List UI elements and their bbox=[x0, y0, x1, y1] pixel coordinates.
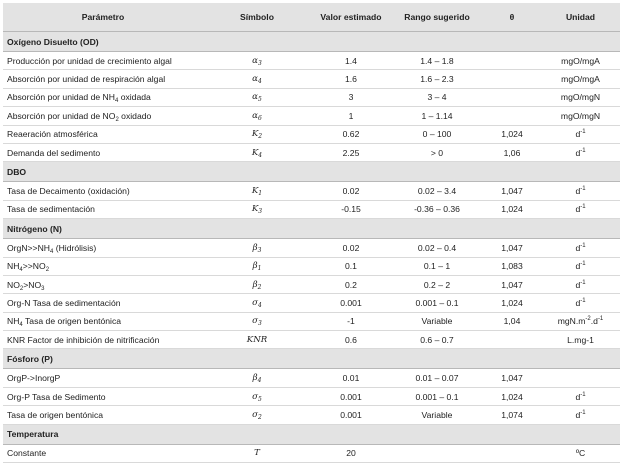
cell-simbolo bbox=[203, 294, 311, 312]
superscript: -1 bbox=[580, 261, 586, 268]
text-segment: OrgP->InorgP bbox=[7, 373, 61, 384]
text-segment: Absorción por unidad de NH bbox=[7, 92, 115, 103]
cell-simbolo bbox=[203, 200, 311, 218]
cell-unidad bbox=[541, 239, 620, 257]
subscript: 1 bbox=[258, 190, 263, 198]
subscript: 6 bbox=[257, 114, 262, 122]
cell-unidad bbox=[541, 182, 620, 200]
cell-rango: 0.001 – 0.1 bbox=[391, 294, 483, 312]
subscript: 2 bbox=[115, 116, 119, 123]
cell-valor: -1 bbox=[311, 312, 391, 330]
cell-parametro bbox=[3, 294, 203, 312]
cell-rango: -0.36 – 0.36 bbox=[391, 200, 483, 218]
table-row bbox=[3, 312, 620, 330]
cell-theta bbox=[483, 331, 541, 349]
text-segment: d bbox=[575, 147, 581, 158]
cell-unidad bbox=[541, 125, 620, 143]
cell-rango: 0.2 – 2 bbox=[391, 275, 483, 293]
cell-valor: 0.001 bbox=[311, 387, 391, 405]
text-segment: Absorción por unidad de respiración algal bbox=[7, 74, 166, 85]
superscript: -1 bbox=[580, 297, 586, 304]
text-segment: mgO/mgA bbox=[561, 55, 600, 66]
cell-theta: 1,06 bbox=[483, 143, 541, 161]
cell-unidad bbox=[541, 331, 620, 349]
text-segment: oxidado bbox=[118, 110, 152, 121]
table-row bbox=[3, 107, 620, 125]
superscript: -1 bbox=[580, 204, 586, 211]
cell-simbolo bbox=[203, 406, 311, 424]
text-segment: β bbox=[252, 261, 258, 272]
text-segment: β bbox=[252, 242, 258, 253]
text-segment: d bbox=[575, 409, 581, 420]
cell-parametro bbox=[3, 406, 203, 424]
cell-theta bbox=[483, 444, 541, 462]
text-segment: >>NO bbox=[22, 261, 46, 272]
superscript: -1 bbox=[580, 186, 586, 193]
subscript: 4 bbox=[19, 267, 23, 274]
text-segment: Constante bbox=[7, 448, 47, 459]
section-title: DBO bbox=[3, 162, 620, 182]
table-row bbox=[3, 239, 620, 257]
cell-parametro bbox=[3, 70, 203, 88]
text-segment: Tasa de sedimentación bbox=[7, 204, 95, 215]
text-segment: Producción por unidad de crecimiento algal bbox=[7, 55, 172, 66]
subscript: 4 bbox=[19, 322, 23, 329]
subscript: 3 bbox=[41, 285, 45, 292]
text-segment: β bbox=[252, 279, 258, 290]
cell-rango: Variable bbox=[391, 406, 483, 424]
text-segment: Org-P Tasa de Sedimento bbox=[7, 391, 106, 402]
superscript: -1 bbox=[580, 409, 586, 416]
cell-simbolo bbox=[203, 387, 311, 405]
subscript: 3 bbox=[258, 208, 263, 216]
cell-simbolo bbox=[203, 182, 311, 200]
cell-valor: 20 bbox=[311, 444, 391, 462]
cell-simbolo bbox=[203, 143, 311, 161]
cell-unidad bbox=[541, 70, 620, 88]
superscript: -1 bbox=[580, 279, 586, 286]
cell-unidad bbox=[541, 52, 620, 70]
table-row bbox=[3, 52, 620, 70]
cell-theta: 1,047 bbox=[483, 239, 541, 257]
text-segment: NH bbox=[7, 261, 20, 272]
table-row bbox=[3, 331, 620, 349]
section-title: Temperatura bbox=[3, 424, 620, 444]
superscript: -1 bbox=[580, 129, 586, 136]
text-segment: Absorción por unidad de NO bbox=[7, 110, 116, 121]
subscript: 5 bbox=[258, 395, 262, 403]
text-segment: ºC bbox=[575, 448, 586, 459]
text-segment: >NO bbox=[23, 279, 42, 290]
text-segment: L.mg-1 bbox=[567, 334, 594, 345]
text-segment: σ bbox=[252, 316, 259, 327]
cell-simbolo bbox=[203, 88, 311, 106]
text-segment: oxidada bbox=[118, 92, 151, 103]
cell-parametro bbox=[3, 182, 203, 200]
text-segment: Reaeración atmosférica bbox=[7, 129, 98, 140]
text-segment: K bbox=[251, 204, 259, 215]
header-rango: Rango sugerido bbox=[391, 3, 483, 32]
cell-theta: 1,047 bbox=[483, 275, 541, 293]
cell-valor: 0.001 bbox=[311, 406, 391, 424]
subscript: 3 bbox=[257, 246, 262, 254]
text-segment: σ bbox=[252, 297, 259, 308]
cell-simbolo bbox=[203, 125, 311, 143]
table-row bbox=[3, 275, 620, 293]
text-segment: d bbox=[575, 297, 581, 308]
cell-valor: 0.2 bbox=[311, 275, 391, 293]
parameter-table bbox=[3, 3, 620, 463]
text-segment: mgO/mgN bbox=[560, 92, 601, 103]
cell-theta: 1,024 bbox=[483, 294, 541, 312]
cell-parametro bbox=[3, 125, 203, 143]
cell-rango: 0.02 – 3.4 bbox=[391, 182, 483, 200]
cell-parametro bbox=[3, 200, 203, 218]
table-row bbox=[3, 70, 620, 88]
cell-simbolo bbox=[203, 239, 311, 257]
text-segment: (Hidrólisis) bbox=[53, 242, 97, 253]
text-segment: K bbox=[251, 186, 259, 197]
section-header-row bbox=[3, 162, 620, 182]
cell-theta bbox=[483, 88, 541, 106]
header-parametro: Parámetro bbox=[3, 3, 203, 32]
cell-valor: 1.6 bbox=[311, 70, 391, 88]
text-segment: Tasa de origen bentónica bbox=[22, 316, 122, 327]
cell-unidad bbox=[541, 257, 620, 275]
cell-rango: Variable bbox=[391, 312, 483, 330]
text-segment: Tasa de Decaimento (oxidación) bbox=[7, 186, 130, 197]
cell-valor: -0.15 bbox=[311, 200, 391, 218]
cell-parametro bbox=[3, 275, 203, 293]
cell-valor: 3 bbox=[311, 88, 391, 106]
text-segment: d bbox=[575, 242, 581, 253]
text-segment: α bbox=[252, 110, 258, 121]
subscript: 4 bbox=[257, 377, 262, 385]
superscript: -2 bbox=[585, 316, 591, 323]
text-segment: Org-N Tasa de sedimentación bbox=[7, 297, 121, 308]
subscript: 5 bbox=[257, 96, 262, 104]
table-row bbox=[3, 125, 620, 143]
text-segment: NO bbox=[7, 279, 20, 290]
cell-parametro bbox=[3, 331, 203, 349]
section-header-row bbox=[3, 349, 620, 369]
text-segment: KNR bbox=[246, 334, 268, 345]
text-segment: Tasa de origen bentónica bbox=[7, 409, 104, 420]
cell-simbolo bbox=[203, 275, 311, 293]
table-row bbox=[3, 387, 620, 405]
cell-unidad bbox=[541, 200, 620, 218]
cell-simbolo bbox=[203, 312, 311, 330]
cell-unidad bbox=[541, 387, 620, 405]
cell-rango: 0 – 100 bbox=[391, 125, 483, 143]
superscript: -1 bbox=[580, 242, 586, 249]
cell-valor: 0.001 bbox=[311, 294, 391, 312]
cell-theta: 1,074 bbox=[483, 406, 541, 424]
cell-parametro bbox=[3, 143, 203, 161]
cell-simbolo bbox=[203, 257, 311, 275]
cell-theta: 1,04 bbox=[483, 312, 541, 330]
cell-parametro bbox=[3, 52, 203, 70]
cell-parametro bbox=[3, 444, 203, 462]
cell-valor: 0.1 bbox=[311, 257, 391, 275]
text-segment: T bbox=[254, 448, 260, 459]
cell-unidad bbox=[541, 312, 620, 330]
cell-valor: 2.25 bbox=[311, 143, 391, 161]
subscript: 2 bbox=[45, 267, 50, 274]
cell-valor: 1.4 bbox=[311, 52, 391, 70]
text-segment: σ bbox=[252, 391, 259, 402]
cell-parametro bbox=[3, 369, 203, 387]
text-segment: d bbox=[575, 279, 581, 290]
cell-rango: 0.1 – 1 bbox=[391, 257, 483, 275]
header-theta: θ bbox=[483, 3, 541, 32]
cell-theta: 1,024 bbox=[483, 125, 541, 143]
cell-valor: 1 bbox=[311, 107, 391, 125]
subscript: 2 bbox=[257, 283, 262, 291]
cell-rango: 0.01 – 0.07 bbox=[391, 369, 483, 387]
text-segment: mgO/mgA bbox=[561, 74, 600, 85]
subscript: 4 bbox=[257, 78, 262, 86]
cell-valor: 0.01 bbox=[311, 369, 391, 387]
cell-unidad bbox=[541, 88, 620, 106]
text-segment: d bbox=[575, 261, 581, 272]
cell-simbolo bbox=[203, 444, 311, 462]
header-simbolo: Símbolo bbox=[203, 3, 311, 32]
cell-theta bbox=[483, 70, 541, 88]
cell-unidad bbox=[541, 143, 620, 161]
table-row bbox=[3, 88, 620, 106]
text-segment: K bbox=[251, 129, 259, 140]
text-segment: mgN.m bbox=[557, 316, 586, 327]
table-row bbox=[3, 182, 620, 200]
text-segment: σ bbox=[252, 409, 259, 420]
cell-unidad bbox=[541, 406, 620, 424]
subscript: 2 bbox=[258, 133, 263, 141]
text-segment: .d bbox=[590, 316, 598, 327]
subscript: 4 bbox=[258, 301, 262, 309]
cell-parametro bbox=[3, 257, 203, 275]
cell-rango: 1 – 1.14 bbox=[391, 107, 483, 125]
cell-simbolo bbox=[203, 331, 311, 349]
subscript: 4 bbox=[114, 98, 119, 105]
cell-unidad bbox=[541, 275, 620, 293]
superscript: -1 bbox=[580, 391, 586, 398]
section-header-row bbox=[3, 424, 620, 444]
cell-theta: 1,083 bbox=[483, 257, 541, 275]
section-title: Fósforo (P) bbox=[3, 349, 620, 369]
cell-valor: 0.62 bbox=[311, 125, 391, 143]
cell-simbolo bbox=[203, 70, 311, 88]
cell-valor: 0.02 bbox=[311, 239, 391, 257]
cell-valor: 0.6 bbox=[311, 331, 391, 349]
cell-unidad bbox=[541, 444, 620, 462]
text-segment: Demanda del sedimento bbox=[7, 147, 101, 158]
text-segment: mgO/mgN bbox=[560, 110, 601, 121]
subscript: 3 bbox=[258, 320, 262, 328]
superscript: -1 bbox=[580, 147, 586, 154]
cell-theta bbox=[483, 52, 541, 70]
cell-rango: 1.6 – 2.3 bbox=[391, 70, 483, 88]
text-segment: OrgN>>NH bbox=[7, 242, 50, 253]
cell-valor: 0.02 bbox=[311, 182, 391, 200]
table-body bbox=[3, 32, 620, 463]
table-row bbox=[3, 257, 620, 275]
cell-theta: 1,024 bbox=[483, 200, 541, 218]
cell-theta bbox=[483, 107, 541, 125]
table-row bbox=[3, 294, 620, 312]
cell-theta: 1,047 bbox=[483, 369, 541, 387]
table-row bbox=[3, 369, 620, 387]
text-segment: α bbox=[252, 92, 258, 103]
cell-unidad bbox=[541, 107, 620, 125]
cell-parametro bbox=[3, 239, 203, 257]
subscript: 4 bbox=[49, 248, 54, 255]
subscript: 4 bbox=[258, 151, 263, 159]
cell-unidad bbox=[541, 294, 620, 312]
cell-unidad bbox=[541, 369, 620, 387]
text-segment: d bbox=[575, 204, 581, 215]
cell-simbolo bbox=[203, 52, 311, 70]
cell-rango: 3 – 4 bbox=[391, 88, 483, 106]
subscript: 1 bbox=[257, 265, 262, 273]
section-title: Oxígeno Disuelto (OD) bbox=[3, 32, 620, 52]
table-header bbox=[3, 3, 620, 32]
cell-rango: 1.4 – 1.8 bbox=[391, 52, 483, 70]
subscript: 3 bbox=[257, 59, 262, 67]
cell-parametro bbox=[3, 107, 203, 125]
text-segment: NH bbox=[7, 316, 20, 327]
text-segment: α bbox=[252, 74, 258, 85]
text-segment: d bbox=[575, 391, 581, 402]
cell-parametro bbox=[3, 312, 203, 330]
text-segment: K bbox=[251, 147, 259, 158]
text-segment: β bbox=[252, 373, 258, 384]
header-unidad: Unidad bbox=[541, 3, 620, 32]
text-segment: d bbox=[575, 186, 581, 197]
superscript: -1 bbox=[597, 316, 604, 323]
cell-theta: 1,047 bbox=[483, 182, 541, 200]
table-row bbox=[3, 143, 620, 161]
cell-rango: 0.001 – 0.1 bbox=[391, 387, 483, 405]
cell-parametro bbox=[3, 387, 203, 405]
table-row bbox=[3, 406, 620, 424]
table-row bbox=[3, 200, 620, 218]
cell-theta: 1,024 bbox=[483, 387, 541, 405]
section-title: Nitrógeno (N) bbox=[3, 219, 620, 239]
cell-rango: 0.6 – 0.7 bbox=[391, 331, 483, 349]
text-segment: d bbox=[575, 129, 581, 140]
cell-rango bbox=[391, 444, 483, 462]
cell-parametro bbox=[3, 88, 203, 106]
cell-rango: 0.02 – 0.4 bbox=[391, 239, 483, 257]
text-segment: KNR Factor de inhibición de nitrificación bbox=[7, 334, 160, 345]
cell-simbolo bbox=[203, 369, 311, 387]
text-segment: α bbox=[252, 55, 258, 66]
table-row bbox=[3, 444, 620, 462]
section-header-row bbox=[3, 219, 620, 239]
parameter-table-container bbox=[3, 3, 620, 463]
header-valor: Valor estimado bbox=[311, 3, 391, 32]
subscript: 2 bbox=[258, 413, 262, 421]
cell-rango: > 0 bbox=[391, 143, 483, 161]
cell-simbolo bbox=[203, 107, 311, 125]
section-header-row bbox=[3, 32, 620, 52]
subscript: 2 bbox=[19, 285, 24, 292]
